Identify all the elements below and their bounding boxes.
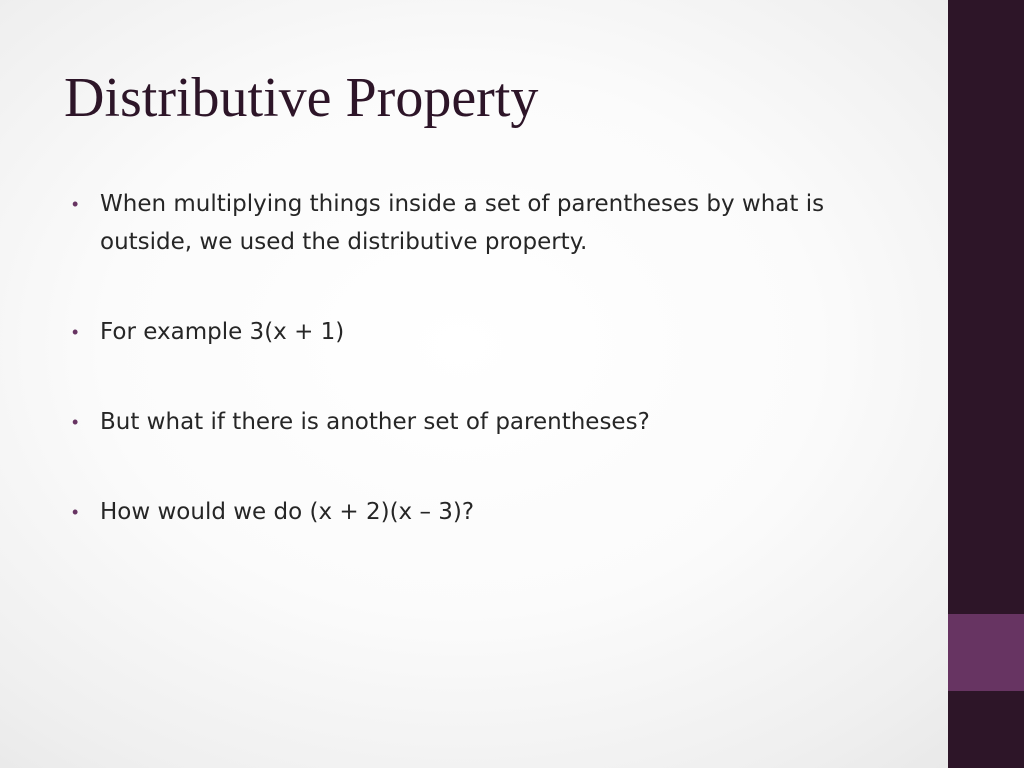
bullet-item [72,403,912,441]
bullet-item [72,313,912,351]
bullet-text: For example 3(x + 1) [100,319,345,345]
bullet-text: When multiplying things inside a set of parentheses by what is outside, we used the distributive property. [100,191,825,255]
bullet-icon: • [72,322,79,342]
bullet-item [72,493,912,531]
bullet-icon: • [72,412,79,432]
sidebar-accent-block [948,614,1024,691]
bullet-icon: • [72,502,79,522]
bullet-item [72,185,912,261]
slide-title: Distributive Property [64,67,539,129]
bullet-text: How would we do (x + 2)(x – 3)? [100,499,475,525]
bullet-icon: • [72,194,79,214]
bullet-text: But what if there is another set of parentheses? [100,409,650,435]
